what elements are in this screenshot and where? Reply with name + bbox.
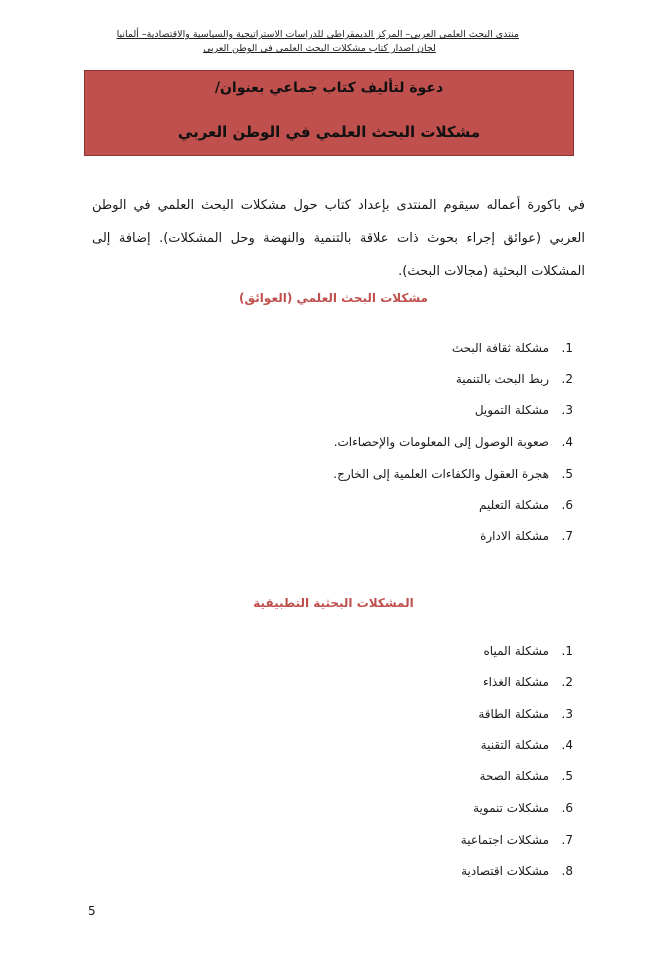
list-item xyxy=(479,495,573,515)
list-item-text: مشكلة الادارة xyxy=(480,529,549,543)
list-item xyxy=(334,432,573,452)
list-item-text: مشكلة ثقافة البحث xyxy=(451,341,549,355)
list-item-text: مشكلات اجتماعية xyxy=(460,833,549,847)
list-item xyxy=(483,672,573,692)
list-item-text: مشكلات اقتصادية xyxy=(461,864,549,878)
list-item xyxy=(461,861,573,881)
list-item-text: ربط البحث بالتنمية xyxy=(455,372,549,386)
list-item xyxy=(481,735,573,755)
banner-invitation: دعوة لتأليف كتاب جماعي بعنوان/ xyxy=(214,80,444,96)
list-item-number: 7. xyxy=(561,833,573,847)
list-item-text: مشكلة الغذاء xyxy=(482,675,549,689)
list-item-text: مشكلة التعليم xyxy=(479,498,549,512)
header-line-forum: منتدى البحث العلمي العربي– المركز الديمقراطي للدراسات الاستراتيجية والسياسية والاقتصادية– ألمانيا xyxy=(116,29,519,40)
list-item xyxy=(484,641,573,661)
list-item-number: 4. xyxy=(561,435,573,449)
list-item xyxy=(473,798,573,818)
list-item xyxy=(480,526,573,546)
page-number: 5 xyxy=(88,904,96,918)
intro-paragraph: في باكورة أعماله سيقوم المنتدى بإعداد كتاب حول مشكلات البحث العلمي في الوطن العربي (عوائق إجراء بحوث ذات علاقة بالتنمية والنهضة وحل المشكلات). إضافة إلى المشكلات البحثية (مجالات البحث). xyxy=(92,198,585,279)
list-item-number: 1. xyxy=(561,341,573,355)
page-header xyxy=(116,28,519,56)
list-item-number: 8. xyxy=(561,864,573,878)
list-item-number: 2. xyxy=(561,372,573,386)
list-item-text: مشكلة التمويل xyxy=(474,403,549,417)
list-item xyxy=(333,464,573,484)
section-heading-applied-problems: المشكلات البحثية التطبيقية xyxy=(253,596,414,610)
list-item-text: مشكلات تنموية xyxy=(473,801,549,815)
list-item-number: 7. xyxy=(561,529,573,543)
list-item-number: 4. xyxy=(561,738,573,752)
list-item xyxy=(452,338,573,358)
list-item xyxy=(478,704,573,724)
section-heading-obstacles: مشكلات البحث العلمي (العوائق) xyxy=(239,291,428,305)
list-item-text: مشكلة الصحة xyxy=(479,769,549,783)
list-item-number: 5. xyxy=(561,769,573,783)
list-item-number: 1. xyxy=(561,644,573,658)
list-item-number: 2. xyxy=(561,675,573,689)
list-item-text: مشكلة الطاقة xyxy=(478,707,549,721)
banner-book-title: مشكلات البحث العلمي في الوطن العربي xyxy=(177,123,481,141)
list-item-text: مشكلة التقنية xyxy=(480,738,549,752)
list-item-text: صعوبة الوصول إلى المعلومات والإحصاءات. xyxy=(333,435,549,449)
list-item xyxy=(461,830,573,850)
list-item-number: 3. xyxy=(561,403,573,417)
list-item xyxy=(456,369,573,389)
list-item-text: مشكلة المياه xyxy=(483,644,549,658)
list-item-number: 6. xyxy=(561,801,573,815)
list-item-number: 5. xyxy=(561,467,573,481)
list-item-number: 6. xyxy=(561,498,573,512)
list-item-text: هجرة العقول والكفاءات العلمية إلى الخارج. xyxy=(333,467,549,481)
header-line-committee: لجان اصدار كتاب مشكلات البحث العلمي في الوطن العربي xyxy=(203,43,436,54)
list-item-number: 3. xyxy=(561,707,573,721)
list-item xyxy=(479,766,573,786)
list-item xyxy=(475,400,573,420)
title-banner xyxy=(84,70,574,156)
